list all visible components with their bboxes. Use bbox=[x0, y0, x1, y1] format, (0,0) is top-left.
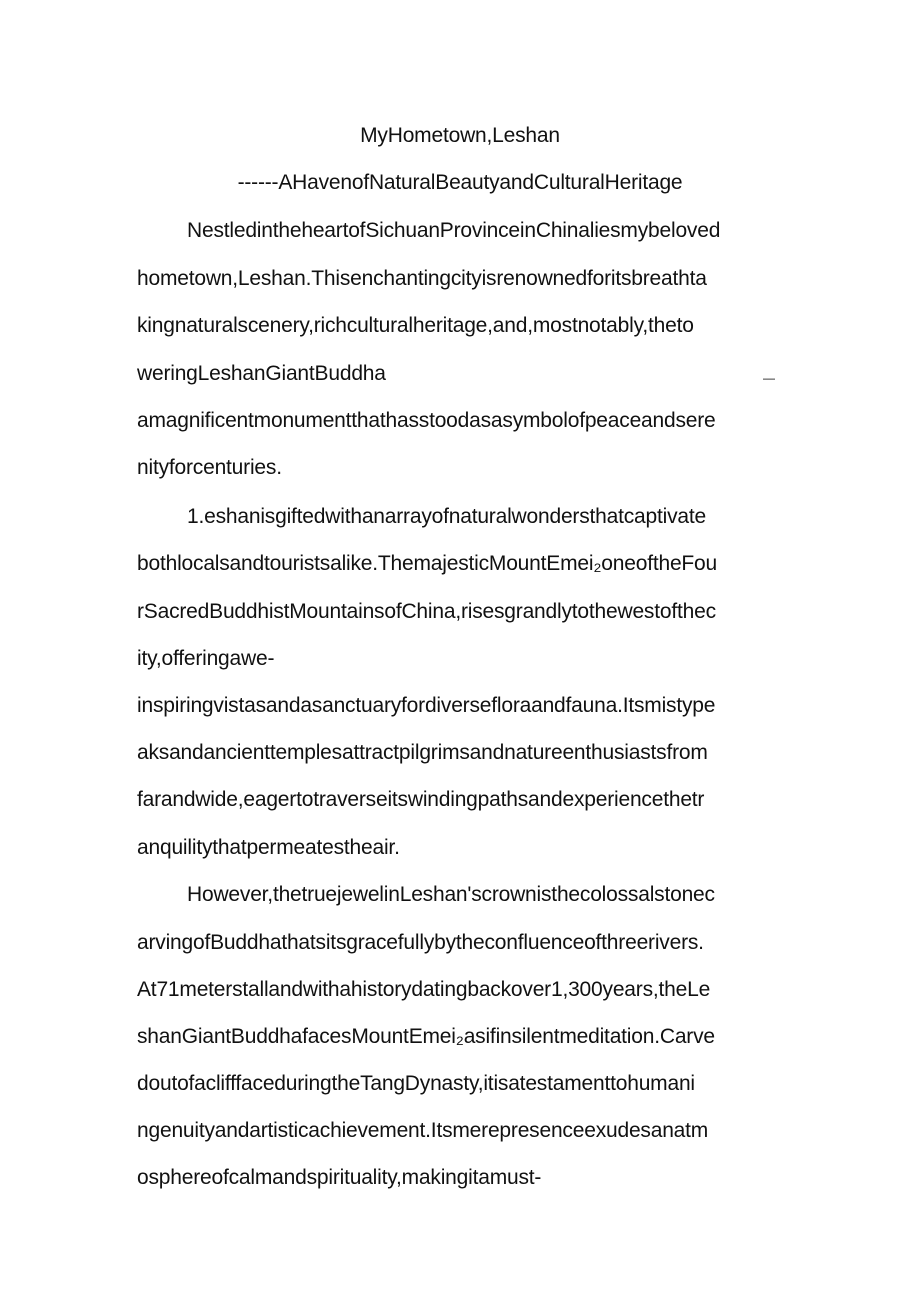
paragraph-line: ity,offeringawe- bbox=[137, 647, 275, 670]
document-title: MyHometown,Leshan bbox=[360, 124, 560, 147]
paragraph-line: aksandancienttemplesattractpilgrimsandnatureenthusiastsfrom bbox=[137, 741, 708, 764]
paragraph-line: anquilitythatpermeatestheair. bbox=[137, 836, 400, 859]
paragraph-line: NestledintheheartofSichuanProvinceinChinaliesmybeloved bbox=[187, 219, 721, 242]
paragraph-line: rSacredBuddhistMountainsofChina,risesgrandlytothewestofthec bbox=[137, 600, 716, 623]
paragraph-line: However,thetruejewelinLeshan'scrownisthecolossalstonec bbox=[187, 883, 715, 906]
paragraph-line: At71meterstallandwithahistorydatingbackover1,300years,theLe bbox=[137, 978, 711, 1001]
paragraph-line: amagnificentmonumentthathasstoodasasymbolofpeaceandsere bbox=[137, 409, 716, 432]
paragraph-line: nityforcenturies. bbox=[137, 456, 282, 479]
paragraph-line: doutofaclifffaceduringtheTangDynasty,itisatestamenttohumani bbox=[137, 1072, 695, 1095]
paragraph-line: shanGiantBuddhafacesMountEmei₂asifinsilentmeditation.Carve bbox=[137, 1025, 715, 1048]
paragraph-line: inspiringvistasandasanctuaryfordiversefloraandfauna.Itsmistype bbox=[137, 694, 716, 717]
paragraph-line: kingnaturalscenery,richculturalheritage,and,mostnotably,theto bbox=[137, 314, 694, 337]
paragraph-line: farandwide,eagertotraverseitswindingpathsandexperiencethetr bbox=[137, 788, 705, 811]
paragraph-line: arvingofBuddhathatsitsgracefullybytheconfluenceofthreerivers. bbox=[137, 931, 704, 954]
paragraph-line: bothlocalsandtouristsalike.ThemajesticMountEmei₂oneoftheFou bbox=[137, 552, 718, 575]
paragraph-line: hometown,Leshan.Thisenchantingcityisrenownedforitsbreathta bbox=[137, 267, 707, 290]
paragraph-line: 1.eshanisgiftedwithanarrayofnaturalwondersthatcaptivate bbox=[187, 505, 706, 528]
paragraph-line: weringLeshanGiantBuddha bbox=[137, 362, 386, 385]
document-subtitle: ------AHavenofNaturalBeautyandCulturalHeritage bbox=[237, 171, 683, 194]
dash-marker: — bbox=[763, 371, 775, 385]
paragraph-line: osphereofcalmandspirituality,makingitamust- bbox=[137, 1166, 542, 1189]
paragraph-line: ngenuityandartisticachievement.Itsmerepresenceexudesanatm bbox=[137, 1119, 709, 1142]
